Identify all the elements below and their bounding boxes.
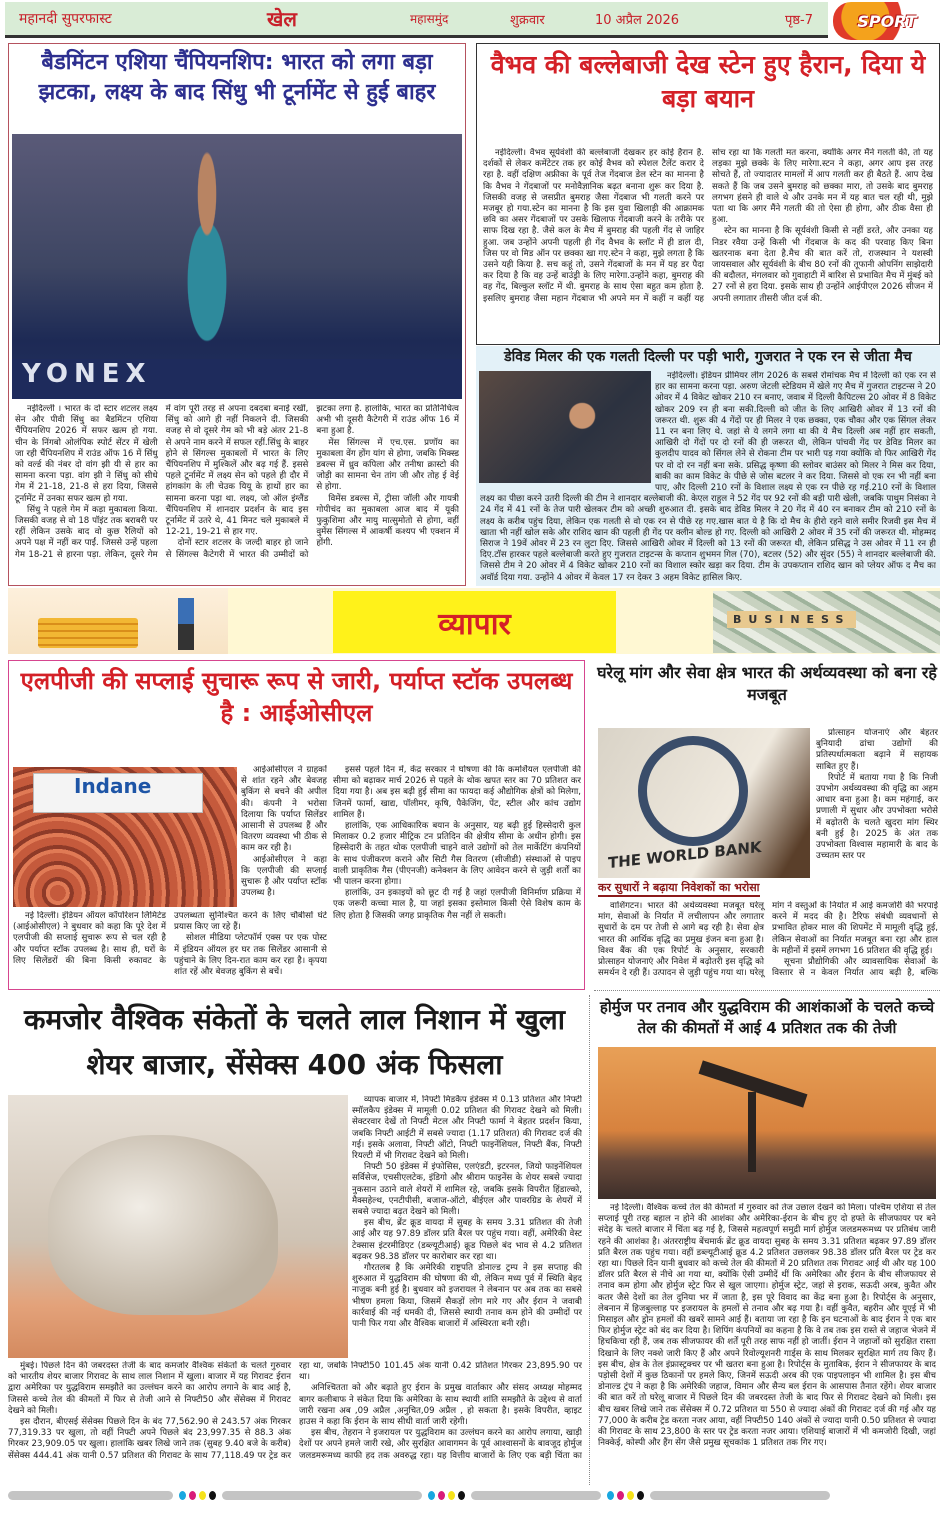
oil-article [594,995,940,1485]
paragraph: इस दौरान, बीएसई सेंसेक्स पिछले दिन के बंद 77,562.90 से 243.57 अंक गिरकर 77,319.33 पर खुला, तो वहीं निफ्टी अपने पिछले बंद 23,997.35 से 88.3 अंक गिरकर 23,909.05 पर खुला। हालांकि खबर लिखे जाने तक (सुबह 9.40 बजे के करीब) सेंसेक्स 444.41 अंक यानी 0.57 प्रतिशत की गिरावट के साथ 77,118.49 पर ट्रेड कर रहा था, जबकि निफ्टी50 101.45 अंक यानी 0.42 प्रतिशत गिरकर 23,895.90 पर था। [8,1361,582,1461]
print-registration-bar [8,1491,940,1500]
divider [594,990,940,991]
paragraph: स्टेन का मानना है कि सूर्यवंशी किसी से नहीं डरते, और उनका यह निडर रवैया उन्हें किसी भी गेंदबाज के कद की परवाह किए बिना खतरनाक बना देता है.मैच की बात करें तो, राजस्थान ने यशस्वी जायसवाल और सूर्यवंशी के बीच 80 रनों की तूफानी ओपनिंग साझेदारी की बदौलत, मंगलवार को गुवाहाटी में बारिश से प्रभावित मैच में मुंबई को 27 रनों से हरा दिया. इसके साथ ही उन्होंने आईपीएल 2026 सीजन में अपनी लगातार तीसरी जीत दर्ज की. [712,226,933,304]
footer-bar [471,1491,601,1500]
miller-article [476,346,940,586]
badminton-player-photo [12,134,462,399]
paragraph: व्यापक बाजार में, निफ्टी मिडकैप इंडेक्स में 0.13 प्रतिशत और निफ्टी स्मॉलकैप इंडेक्स में मामूली 0.02 प्रतिशत की गिरावट देखने को मिली। सेक्टरवार देखें तो निफ्टी मेटल और निफ्टी फार्मा ने बेहतर प्रदर्शन किया, जबकि निफ्टी आईटी में सबसे ज्यादा (1.17 प्रतिशत) की गिरावट दर्ज की गई। इसके अलावा, निफ्टी ऑटो, निफ्टी फाइनेंशियल, निफ्टी बैंक, निफ्टी रियल्टी में भी गिरावट देखने को मिली। [352,1095,582,1162]
paragraph: इस बीच, तेहरान ने इजरायल पर युद्धविराम का उल्लंघन करने का आरोप लगाया, खाड़ी देशों पर अपने हमले जारी रखे, और सुरक्षित आवागमन के पूर्व आश्वासनों के बावजूद होर्मुज जलडमरूमध्य काफी हद तक अवरुद्ध रहा। यह वित्तीय बाजारों के लिए एक बड़ी चिंता का [299,1428,582,1461]
miller-headline: डेविड मिलर की एक गलती दिल्ली पर पड़ी भारी, गुजरात ने एक रन से जीता मैच [504,349,912,365]
bear-market-photo [8,1095,348,1358]
miller-body-wrap [480,371,936,584]
coin-stacks [38,618,138,648]
worldbank-article [594,660,940,990]
paragraph: इस बीच, ब्रेंट क्रूड वायदा में सुबह के समय 3.31 प्रतिशत की तेजी आई और यह 97.89 डॉलर प्रति बैरल पर पहुंच गया। वहीं, अमेरिकी वेस्ट टेक्सास इंटरमीडिएट (डब्ल्यूटीआई) क्रूड पिछले बंद भाव से 4.2 प्रतिशत बढ़कर 98.38 डॉलर पर कारोबार कर रहा था। [352,1218,582,1262]
lpg-body-a [13,911,327,987]
city: महासमुंद [410,12,449,26]
badminton-article [8,43,466,586]
money-business-photo [713,591,940,653]
paragraph: नई दिल्ली। इंडियन ऑयल कॉर्पोरेशन लिमिटेड (आईओसीएल) ने बुधवार को कहा कि पूरे देश में एलपीजी की सप्लाई सुचारू रूप से चल रही है और पर्याप्त स्टॉक उपलब्ध है। साथ ही, घरों के लिए सिलेंडरों की बिना किसी रुकावट के उपलब्धता सुनिश्चित करने के लिए चौबीसों घंटे प्रयास किए जा रहे हैं। [13,911,327,966]
player-figure [162,144,252,394]
cmyk-dots [428,1491,465,1500]
masthead-bar [5,2,828,38]
paragraph: हालांकि, उन इकाइयों को छूट दी गई है जहां एलपीजी विनिर्माण प्रक्रिया में एक जरूरी कच्चा माल है, या जहां इसका इस्तेमाल किसी ऐसे विशेष काम के लिए होता है जिसकी जगह प्राकृतिक गैस नहीं ले सकती। [333,888,581,921]
footer-bar [222,1491,422,1500]
globe-emblem [638,736,748,846]
coins-growth-illustration [8,588,228,654]
paragraph: आईओसीएल ने कहा कि एलपीजी की सप्लाई सुचारू है और पर्याप्त स्टॉक उपलब्ध है। [241,854,327,899]
indane-truck: Indane [33,773,203,813]
paragraph: नईदिल्ली । भारत के दो स्टार शटलर लक्ष्य सेन और पीवी सिंधु का बैडमिंटन एशिया चैंपियनशिप 2026 में सफर खत्म हो गया. चीन के निंगबो ओलंपिक स्पोर्ट सेंटर में खेली जा रही चैंपियनशिप में राउंड ऑफ 16 में सिंधु को वर्ल्ड की नंबर दो वांग झी यी से हार का सामना करना पड़ा. वांग झी ने सिंधु को सीधे गेम में 21-18, 21-8 से हरा दिया, जिससे टूर्नामेंट में उनका सफर खत्म हो गया. [15,404,158,504]
paragraph: नई दिल्ली। वैश्विक कच्चे तेल की कीमतों में गुरुवार को तेज उछाल देखने को मिला। पश्चिम एशिया से तेल सप्लाई पूरी तरह बहाल न होने की आशंका और अमेरिका-ईरान के बीच हुए दो हफ्ते के सीजफायर पर बने संदेह के चलते बाजार में चिंता बढ़ गई है, जिससे महत्वपूर्ण समुद्री मार्ग होर्मुज जलडमरूमध्य पर प्रतिबंध जारी रहने की आशंका है। अंतरराष्ट्रीय बेंचमार्क ब्रेंट क्रूड वायदा सुबह के समय 3.31 प्रतिशत बढ़कर 97.89 डॉलर प्रति बैरल तक पहुंच गया। वहीं डब्ल्यूटीआई क्रूड 4.2 प्रतिशत उछलकर 98.38 डॉलर प्रति बैरल पर ट्रेड कर रहा था। पिछले दिन यानी बुधवार को कच्चे तेल की कीमतों में 20 प्रतिशत तक गिरावट आई थी और यह 100 डॉलर प्रति बैरल से नीचे आ गया था, क्योंकि ऐसी उम्मीदें थीं कि अमेरिका और ईरान के बीच सीजफायर से तनाव कम होगा और होर्मुज स्ट्रेट फिर से खुल जाएगा। होर्मुज स्ट्रेट, जहां से इराक, सऊदी अरब, कुवैत और कतर जैसे देशों का तेल दुनिया भर में जाता है, इस पूरे विवाद का केंद्र बना हुआ है। रिपोर्ट्स के अनुसार, लेबनान में हिजबुल्लाह पर इजरायल के हमलों से तनाव और बढ़ गया है। वहीं कुवैत, बहरीन और यूएई में भी मिसाइल और ड्रोन हमलों की खबरें सामने आई हैं। बताया जा रहा है कि इन घटनाओं के बाद ईरान ने एक बार फिर होर्मुज स्ट्रेट को बंद कर दिया है। शिपिंग कंपनियों का कहना है कि वे तब तक इस रास्ते से जहाज भेजने में हिचकिचा रही हैं, जब तक सीजफायर की शर्तें पूरी तरह साफ नहीं हो जातीं। ईरान ने जहाजों को सुरक्षित रास्ता दिखाने के लिए नक्शे जारी किए हैं और अपने रिवोल्यूशनरी गार्ड्स के साथ मिलकर सुरक्षित मार्ग तय किए हैं। इस बीच, क्षेत्र के तेल इंफ्रास्ट्रक्चर पर भी खतरा बना हुआ है। रिपोर्ट्स के मुताबिक, ईरान ने सीजफायर के बाद पड़ोसी देशों में कुछ ठिकानों पर हमले किए, जिनमें सऊदी अरब की एक पाइपलाइन भी शामिल है। इस बीच डोनाल्ड ट्रंप ने कहा है कि अमेरिकी जहाज, विमान और सैन्य बल ईरान के आसपास तैनात रहेंगे। शेयर बाजार की बात करें तो घरेलू बाजार में पिछले दिन की जबरदस्त तेजी के बाद फिर से गिरावट देखने को मिली। इस बीच खबर लिखे जाने तक सेंसेक्स में 0.72 प्रतिशत या 550 से ज्यादा अंकों की गिरावट दर्ज की गई और यह 77,000 के करीब ट्रेड करता नजर आया, वहीं निफ्टी50 140 अंकों से ज्यादा यानी 0.50 प्रतिशत से ज्यादा की गिरावट के साथ 23,800 के स्तर पर ट्रेड करता नजर आया। एशियाई बाजारों में भी कमजोरी दिखी, जहां निक्केई, कोस्पी और हैंग सेंग जैसे प्रमुख सूचकांक 1 प्रतिशत तक गिर गए। [598,1203,936,1449]
paragraph: मेंस सिंगल्स में एच.एस. प्रणॉय का मुकाबला वेंग होंग यांग से होगा, जबकि मिक्स्ड डबल्स में ध्रुव कपिला और तनीषा क्रास्टो की जोड़ी का सामना चेन तांग जी और तोह ई वेई से होगा. [316,437,459,493]
business-banner [8,588,940,654]
lpg-side-body [241,765,327,909]
paragraph: इससे पहले दिन में, केंद्र सरकार ने घोषणा की कि कमर्शियल एलपीजी की सीमा को बढ़ाकर मार्च 2026 से पहले के थोक खपत स्तर का 70 प्रतिशत कर दिया गया है। अब इस बढ़ी हुई सीमा का फायदा कई औद्योगिक क्षेत्रों को मिलेगा, जिनमें फार्मा, खाद्य, पॉलीमर, कृषि, पैकेजिंग, पेंट, स्टील और कांच उद्योग शामिल हैं। [333,765,581,820]
paper-name: महानदी सुपरफास्ट [19,11,112,27]
oil-headline: होर्मुज पर तनाव और युद्धविराम की आशंकाओं के चलते कच्चे तेल की कीमतों में आई 4 प्रतिशत तक की तेजी [599,998,935,1037]
paragraph: गौरतलब है कि अमेरिकी राष्ट्रपति डोनाल्ड ट्रम्प ने इस सप्ताह की शुरुआत में युद्धविराम की घोषणा की थी, लेकिन मध्य पूर्व में स्थिति बेहद नाजुक बनी हुई है। बुधवार को इजरायल ने लेबनान पर अब तक का सबसे भीषण हमला किया, जिसमें सैकड़ों लोग मारे गए और ईरान ने जवाबी कार्रवाई की नई धमकी दी, जिससे स्थायी तनाव कम होने की उम्मीदों पर पानी फिर गया और वैश्विक बाजारों में अस्थिरता बनी रही। [352,1263,582,1330]
lpg-article [8,660,585,990]
pumpjack-post [748,1092,756,1172]
lpg-headline: एलपीजी की सप्लाई सुचारू रूप से जारी, पर्याप्त स्टॉक उपलब्ध है : आईओसीएल [20,667,573,728]
photo-spacer [480,371,655,485]
bear-statue [48,1135,278,1315]
sport-logo-text: SPORT [857,11,917,31]
lpg-body-b [333,765,581,987]
page-number: पृष्ठ-7 [785,12,814,28]
paragraph: निफ्टी 50 इंडेक्स में इंफोसिस, एलएंडटी, इटरनल, जियो फाइनेंशियल सर्विसेज, एचसीएलटेक, इंडिगो और श्रीराम फाइनेंस के शेयर सबसे ज्यादा नुकसान उठाने वाले शेयरों में शामिल रहे, जबकि इसके विपरीत हिंडाल्को, मैक्सहेल्थ, एनटीपीसी, बजाज-ऑटो, बीईएल और पावरग्रिड के शेयरों में सबसे ज्यादा बढ़त देखने को मिली। [352,1162,582,1218]
paragraph: विमेंस डबल्स में, ट्रीसा जॉली और गायत्री गोपीचंद का मुकाबला आज बाद में यूकी फुकुशिमा और मायु मात्सुमोतो से होगा, वहीं वुमेंस सिंगल्स में आकर्षी कश्यप भी एक्शन में होंगी. [316,493,459,549]
day: शुक्रवार [510,12,545,28]
badminton-headline: बैडमिंटन एशिया चैंपियनशिप: भारत को लगा बड़ा झटका, लक्ष्य के बाद सिंधु भी टूर्नामेंट से हुई बाहर [38,50,436,105]
vaibhav-body [483,148,933,342]
paragraph: सिंधु ने पहले गेम में कड़ा मुकाबला किया. जिसकी वजह से वो 18 पॉइंट तक बराबरी पर रहीं लेकिन उसके बाद वो कुछ रैलियों को अपने पक्ष में नहीं कर पाईं. जिससे उन्हें पहला गेम 18-21 से हारना पड़ा. लेकिन, दूसरे गेम में वांग पूरी तरह से अपना दबदबा बनाई रखीं, सिंधु को आगे ही नहीं निकलने दी. जिसकी वजह से वो दूसरे गेम को भी बड़े अंतर 21-8 से अपने नाम करने में सफल रहीं.सिंधु के बाहर होने से सिंगल्स मुकाबलों में भारत के लिए चैंपियनशिप में मुश्किलें और बढ़ गई हैं. इससे पहले टूर्नामेंट में लक्ष्य सेन को पहले ही दौर में हांगकांग के ली चेउक यियू के हाथों हार का सामना करना पड़ा था. लक्ष्य, जो ऑल इंग्लैंड चैंपियनशिप में शानदार प्रदर्शन के बाद इस टूर्नामेंट में उतरे थे, 41 मिनट चले मुकाबले में 12-21, 19-21 से हार गए. [15,404,309,560]
paragraph: दोनों स्टार शटलर के जल्दी बाहर हो जाने से सिंगल्स कैटेगरी में भारत की उम्मीदों को झटका लगा है. हालांकि, भारत का प्रतिनिधित्व अभी भी दूसरी कैटेगरी में राउंड ऑफ 16 में बना हुआ है. [165,404,459,560]
business-tiles: BUSINESS [727,611,856,628]
paragraph: आईओसीएल ने ग्राहकों से शांत रहने और बेवजह बुकिंग से बचने की अपील की। कंपनी ने भरोसा दिलाया कि पर्याप्त सिलेंडर आसानी से उपलब्ध हैं और वितरण व्यवस्था भी ठीक से काम कर रही है। [241,765,327,854]
vaibhav-headline: वैभव की बल्लेबाजी देख स्टेन हुए हैरान, दिया ये बड़ा बयान [490,50,926,113]
paragraph: वाशिंगटन। भारत की अर्थव्यवस्था मजबूत घरेलू मांग, सेवाओं के निर्यात में लचीलापन और लगातार सुधारों के दम पर तेजी से आगे बढ़ रही है। सेवा क्षेत्र भारत की आर्थिक वृद्धि का प्रमुख इंजन बना हुआ है। विश्व बैंक की एक रिपोर्ट के अनुसार, सरकारी प्रोत्साहन योजनाएं और निवेश में बढ़ोतरी इस वृद्धि को समर्थन दे रही हैं। उत्पादन से जुड़ी पहुंच गया था। घरेलू मांग ने वस्तुओं के निर्यात में आई कमजोरी की भरपाई करने में मदद की है। टैरिफ संबंधी व्यवधानों से प्रभावित होकर माल की शिपमेंट में मामूली वृद्धि हुई, लेकिन सेवाओं का निर्यात मजबूत बना रहा और हाल के महीनों में इसमें लगभग 16 प्रतिशत की वृद्धि हुई। [598,901,938,979]
world-bank-logo-photo [598,728,810,878]
paragraph: सोशल मीडिया प्लेटफॉर्म एक्स पर एक पोस्ट में इंडियन ऑयल हर घर तक सिलेंडर आसानी से पहुंचाने के लिए दिन-रात काम कर रहा है। कृपया शांत रहें और बेवजह बुकिंग से बचें। [174,933,327,978]
sensex-body [8,1361,582,1481]
worldbank-body [598,901,938,987]
paragraph: रिपोर्ट में बताया गया है कि निजी उपभोग अर्थव्यवस्था की वृद्धि का अहम आधार बना हुआ है। कम महंगाई, कर प्रणाली में सुधार और उपभोक्ता भरोसे में बढ़ोतरी के चलते खुदरा मांग स्थिर बनी हुई है। 2025 के अंत तक उपभोक्ता विश्वास महामारी के बाद के उच्चतम स्तर पर [816,772,938,862]
badminton-body [15,404,459,582]
worldbank-subhead: कर सुधारों ने बढ़ाया निवेशकों का भरोसा [598,881,760,897]
oil-body [598,1203,936,1483]
worldbank-headline: घरेलू मांग और सेवा क्षेत्र भारत की अर्थव्यवस्था को बना रहे मजबूत [597,663,937,704]
footer-bar [8,1491,173,1500]
lpg-cylinders-photo [13,767,237,907]
oil-pump-photo [598,1047,936,1199]
paragraph: नईदिल्ली। वैभव सूर्यवंशी की बल्लेबाजी देखकर हर कोई हैरान है. दर्शकों से लेकर कमेंटेटर तक हर कोई वैभव को स्पेशल टैलेंट करार दे रहा है. वहीं दक्षिण अफ्रीका के पूर्व तेज गेंदबाज डेल स्टेन का मानना है कि वैभव ने गेंदबाजों पर मनोवैज्ञानिक बढ़त बनाना शुरू कर दिया है. जिसकी वजह से जसप्रीत बुमराह जैसा गेंदबाज भी गलती करने पर मजबूर हो गया.स्टेन का मानना है कि इस युवा खिलाड़ी की आक्रामक छवि का असर गेंदबाजों पर उसके खिलाफ गेंदबाजी करने के तरीके पर साफ दिख रहा है. जैसे कल के मैच में बुमराह की पहली गेंद से जाहिर हुआ. जब उन्होंने अपनी पहली ही गेंद वैभव के स्लॉट में ही डाल दी, जिस पर वो मिड ऑन पर छक्का खा गए.स्टेन ने कहा, मुझे लगता है कि उसने यही किया है. सच कहूं तो, उसने गेंदबाजों के मन में यह डर पैदा कर दिया है कि वह उन्हें बाउंड्री के लिए मारेगा.उन्होंने कहा, बुमराह की वह गेंद, बिल्कुल स्लॉट में थी. बुमराह के साथ ऐसा बहुत कम होता है. इसलिए बुमराह जैसा महान गेंदबाज भी अपने मन में कहीं न कहीं यह सोच रहा था कि गलती मत करना, क्योंकि अगर मैंने गलती की, तो यह लड़का मुझे छक्के के लिए मारेगा.स्टन ने कहा, अगर आप इस तरह सोचते हैं, तो ज्यादातर मामलों में आप गलती कर ही बैठते हैं. आप देख सकते हैं कि जब उसने बुमराह को छक्का मारा, तो उसके बाद बुमराह लगभग हंसने ही वाले थे और उनके मन में यह बात चल रही थी, मुझे पता था कि अगर मैंने गलती की तो ऐसा ही होगा, और ठीक वैसा ही हुआ. [483,148,933,304]
paragraph: प्रोत्साहन योजनाएं और बेहतर बुनियादी ढांचा उद्योगों की प्रतिस्पर्धात्मकता बढ़ाने में सहायक साबित हुए हैं। [816,728,938,772]
paragraph: नईदिल्ली। इंडियन प्रीमियर लीग 2026 के सबसे रोमांचक मैच में दिल्ली को एक रन से हार का सामना करना पड़ा. अरुण जेटली स्टेडियम में खेले गए मैच में गुजरात टाइटन्स ने 20 ओवर में 4 विकेट खोकर 210 रन बनाए, जवाब में दिल्ली कैपिटल्स 20 ओवर में 8 विकेट खोकर 209 रन ही बना सकी.दिल्ली को जीत के लिए आखिरी ओवर में 13 रनों की जरूरत थी. शुरू की 4 गेंदों पर ही मिलर ने एक छक्का, एक चौका और एक सिंगल लेकर 11 रन बना लिए थे. जहां से ये लगने लगा था की ये मैच दिल्ली अब नहीं हार सकती, आखिरी दो गेंदों पर दो रनों की ही जरूरत थी, लेकिन पांचवी गेंद पर डेविड मिलर का कुलदीप यादव को सिंगल लेने से रोकना टीम पर भारी पड़ गया क्योंकि वो फिर आखिरी गेंद पर वो दो रन नहीं बना सके. प्रसिद्ध कृष्णा की स्लोवर बाउंसर को मिलर ने मिस कर दिया, बाकी का काम विकेट के पीछे से जोस बटलर ने कर दिया. जिससे वो एक रन भी नहीं बना पाए, और दिल्ली 210 रनों के विशाल लक्ष्य से एक रन पीछे रह गई.210 रनों के विशाल लक्ष्य का पीछा करने उतरी दिल्ली की टीम ने शानदार बल्लेबाजी की. केएल राहुल ने 52 गेंद पर 92 रनों की बड़ी पारी खेली, जबकि पाथुम निसंका ने 24 गेंद में 41 रनों के तेज पारी खेलकर टीम को अच्छी शुरुआत दी. इसके बाद डेविड मिलर ने 20 गेंद में 40 रन बनाकर टीम को 210 रनों के लक्ष्य के करीब पहुंच दिया, लेकिन एक गलती से वो एक रन से पीछे रह गए.खास बात ये है कि दो मैच के हीरो रहने वाले समीर रिजवी इस मैच में खाता भी नहीं खोल सके और राशिद खान की पहली ही गेंद पर क्लीन बोल्ड हो गए. दिल्ली को आखिरी 2 ओवर में 35 रनों की जरूरत थी. मोहम्मद सिराज ने 19वें ओवर में 23 रन लुटा दिए. जिससे आखिरी ओवर में दिल्ली को 13 रनों की जरूरत थी, लेकिन प्रसिद्ध ने उस ओवर में 11 रन ही दिए.टॉस हारकर पहले बल्लेबाजी करते हुए गुजरात टाइटन्स के कप्तान शुभमन गिल (70), बटलर (52) और सुंदर (55) ने शानदार बल्लेबाजी की. जिससे टीम ने 20 ओवर में 4 विकेट खोकर 210 रनों का विशाल स्कोर खड़ा कर दिया. टीम के उपकप्तान राशिद खान को प्लेयर ऑफ द मैच का अवॉर्ड दिया गया. उन्होंने 4 ओवर में केवल 17 रन देकर 3 अहम विकेट हासिल किए. [480,371,936,583]
paragraph: मुंबई। पिछले दिन की जबरदस्त तेजी के बाद कमजोर वैश्विक संकेतों के चलते गुरुवार को भारतीय शेयर बाजार गिरावट के साथ लाल निशान में खुला। बाजार में यह गिरावट ईरान द्वारा अमेरिका पर युद्धविराम समझौते का उल्लंघन करने का आरोप लगाने के बाद आई है, जिससे कच्चे तेल की कीमतों में फिर से तेजी आने से निफ्टी50 और सेंसेक्स में गिरावट देखने को मिली। [8,1361,292,1416]
column-divider [589,995,590,1485]
world-bank-sign: THE WORLD BANK [608,837,762,873]
sensex-article [4,995,585,1485]
yonex-board: YONEX [12,359,462,399]
sport-logo [833,2,941,40]
worldbank-side-body [816,728,938,878]
cmyk-dots [607,1491,644,1500]
sensex-headline: कमजोर वैश्विक संकेतों के चलते लाल निशान में खुला शेयर बाजार, सेंसेक्स 400 अंक फिसला [23,1003,566,1081]
section-name: खेल [267,7,297,31]
paragraph: हालांकि, एक आधिकारिक बयान के अनुसार, यह बढ़ी हुई हिस्सेदारी कुल मिलाकर 0.2 हजार मीट्रिक टन प्रतिदिन की क्षेत्रीय सीमा के अधीन होगी। इस हिस्सेदारी के तहत थोक एलपीजी चाहने वाले उद्योगों को तेल मार्केटिंग कंपनियों के साथ पंजीकरण कराने और सिटी गैस वितरण (सीजीडी) संस्थाओं से पाइप वाली प्राकृतिक गैस (पीएनजी) कनेक्शन के लिए आवेदन करने से जुड़ी शर्तों का भी पालन करना होगा। [333,821,581,888]
paragraph: अनिश्चितता को और बढ़ाते हुए ईरान के प्रमुख वार्ताकार और संसद अध्यक्ष मोहम्मद बागर कलीबाफ ने संकेत दिया कि अमेरिका के साथ स्थायी शांति समझौते के उद्देश्य से वार्ता जारी रखना अब ,09 अप्रैल ,अनुचित,09 अप्रैल , हो सकता है। इसके विपरीत, व्हाइट हाउस ने कहा कि ईरान के साथ सीधी वार्ता जारी रहेगी। [299,1383,582,1428]
sensex-side-body [352,1095,582,1358]
vaibhav-article [476,43,940,345]
business-section-title: व्यापार [333,591,616,653]
businessman-figure [178,598,194,650]
date: 10 अप्रैल 2026 [595,12,680,28]
paragraph: सूचना प्रौद्योगिकी और व्यावसायिक सेवाओं के विस्तार से न केवल निर्यात आय बढ़ी है, बल्कि [772,957,938,979]
footer-bar [650,1491,830,1500]
cmyk-dots [179,1491,216,1500]
